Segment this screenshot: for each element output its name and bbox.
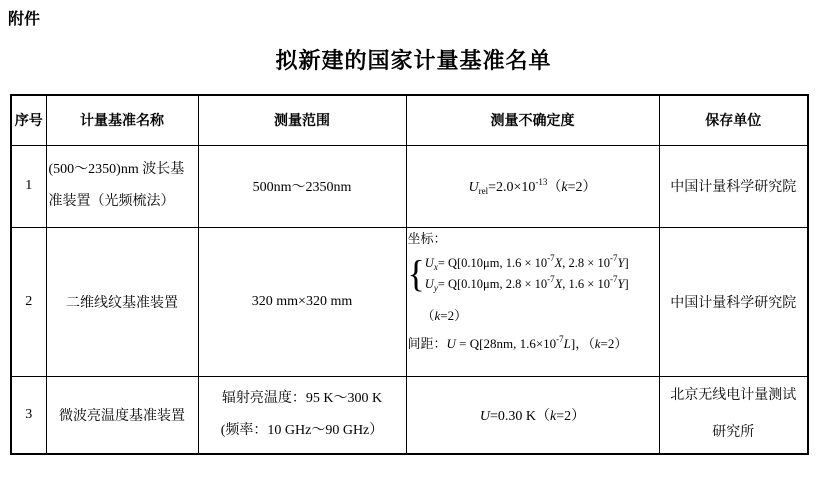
formula-var: X bbox=[554, 255, 563, 270]
coordinate-label: 坐标： bbox=[407, 230, 447, 246]
formula-body: = Q[28nm, 1.6×10 bbox=[455, 335, 557, 351]
formula-var: Y bbox=[617, 276, 625, 291]
formula-kvar: k bbox=[594, 335, 601, 351]
cell-r3-index: 3 bbox=[11, 376, 46, 454]
formula-sup: -7 bbox=[547, 252, 555, 263]
cell-r1-index: 1 bbox=[11, 145, 46, 227]
formula-sub: x bbox=[433, 261, 438, 272]
formula-var: U bbox=[446, 335, 456, 351]
formula-var: U bbox=[468, 180, 479, 195]
table-row-2 bbox=[11, 227, 808, 376]
range-line-1: 辐射亮温度：95 K～300 K bbox=[221, 390, 383, 406]
formula-body: , 1.6 × 10 bbox=[562, 276, 610, 291]
attachment-label: 附件 bbox=[8, 11, 41, 28]
formula-paren: （ bbox=[588, 335, 595, 351]
page-title: 拟新建的国家计量基准名单 bbox=[275, 48, 552, 73]
cell-r1-unit: 中国计量科学研究院 bbox=[659, 145, 808, 227]
formula-body: =0.30 K（ bbox=[489, 408, 550, 424]
cell-r3-name: 微波亮温度基准装置 bbox=[46, 376, 198, 454]
k-factor-line bbox=[408, 307, 658, 325]
header-range: 测量范围 bbox=[198, 95, 406, 145]
cell-r2-range: 320 mm×320 mm bbox=[198, 227, 406, 376]
cell-r2-name: 二维线纹基准装置 bbox=[46, 227, 198, 376]
formula-paren: =2） bbox=[440, 307, 468, 323]
formula-paren: =2） bbox=[600, 335, 628, 351]
formula-sup: -7 bbox=[609, 273, 618, 284]
header-index: 序号 bbox=[11, 95, 46, 145]
cell-r1-range: 500nm～2350nm bbox=[198, 145, 406, 227]
formula-body: ]， bbox=[570, 335, 589, 351]
formula-paren: =2） bbox=[556, 408, 586, 424]
formula-var: U bbox=[424, 276, 434, 291]
cell-r3-unit bbox=[659, 376, 808, 454]
equation-stack bbox=[425, 253, 629, 295]
header-uncertainty: 测量不确定度 bbox=[406, 95, 659, 145]
formula-var: U bbox=[479, 408, 490, 424]
formula-sub: rel bbox=[478, 186, 489, 196]
formula-var: L bbox=[563, 335, 571, 351]
formula-kvar: k bbox=[561, 180, 568, 195]
formula-var: Y bbox=[617, 255, 625, 270]
cell-r3-uncertainty bbox=[406, 376, 659, 454]
formula-paren: （ bbox=[421, 307, 435, 323]
formula-body: ] bbox=[624, 276, 629, 291]
unit-line-1: 北京无线电计量测试 bbox=[670, 388, 797, 404]
range-line-2: (频率：10 GHz～90 GHz） bbox=[220, 422, 384, 438]
equation-uy bbox=[425, 274, 629, 295]
table-row-3 bbox=[11, 376, 808, 454]
spacing-line bbox=[408, 334, 658, 354]
standards-table bbox=[10, 94, 809, 455]
formula-sup: -7 bbox=[609, 252, 618, 263]
formula-kvar: k bbox=[434, 307, 441, 323]
cell-r3-range bbox=[198, 376, 406, 454]
formula-paren: （ bbox=[547, 180, 562, 195]
left-brace: { bbox=[407, 252, 425, 295]
equation-ux bbox=[425, 253, 629, 274]
cell-r2-unit: 中国计量科学研究院 bbox=[659, 227, 808, 376]
formula-sup: -13 bbox=[535, 177, 548, 187]
table-row-1 bbox=[11, 145, 808, 227]
formula-sup: -7 bbox=[547, 273, 555, 284]
cell-r2-uncertainty bbox=[406, 227, 659, 376]
formula-kvar: k bbox=[550, 408, 557, 424]
formula-var: X bbox=[554, 276, 563, 291]
spacing-label: 间距： bbox=[407, 335, 447, 351]
formula-var: U bbox=[424, 255, 434, 270]
formula-body: = Q[0.10μm, 1.6 × 10 bbox=[437, 255, 548, 270]
cell-r1-name: (500～2350)nm 波长基准装置（光频梳法） bbox=[46, 145, 198, 227]
equation-system bbox=[408, 253, 658, 295]
formula-body: = Q[0.10μm, 2.8 × 10 bbox=[437, 276, 548, 291]
formula-body: ] bbox=[624, 255, 629, 270]
cell-r1-uncertainty bbox=[406, 145, 659, 227]
unit-line-2: 研究所 bbox=[712, 424, 755, 440]
formula-body: , 2.8 × 10 bbox=[562, 255, 610, 270]
header-unit: 保存单位 bbox=[659, 95, 808, 145]
formula-sup: -7 bbox=[556, 333, 564, 344]
formula-paren: =2） bbox=[567, 180, 597, 195]
formula-body: =2.0×10 bbox=[488, 180, 536, 195]
cell-r2-index: 2 bbox=[11, 227, 46, 376]
header-row bbox=[11, 95, 808, 145]
formula-sub: y bbox=[433, 282, 438, 293]
header-name: 计量基准名称 bbox=[46, 95, 198, 145]
